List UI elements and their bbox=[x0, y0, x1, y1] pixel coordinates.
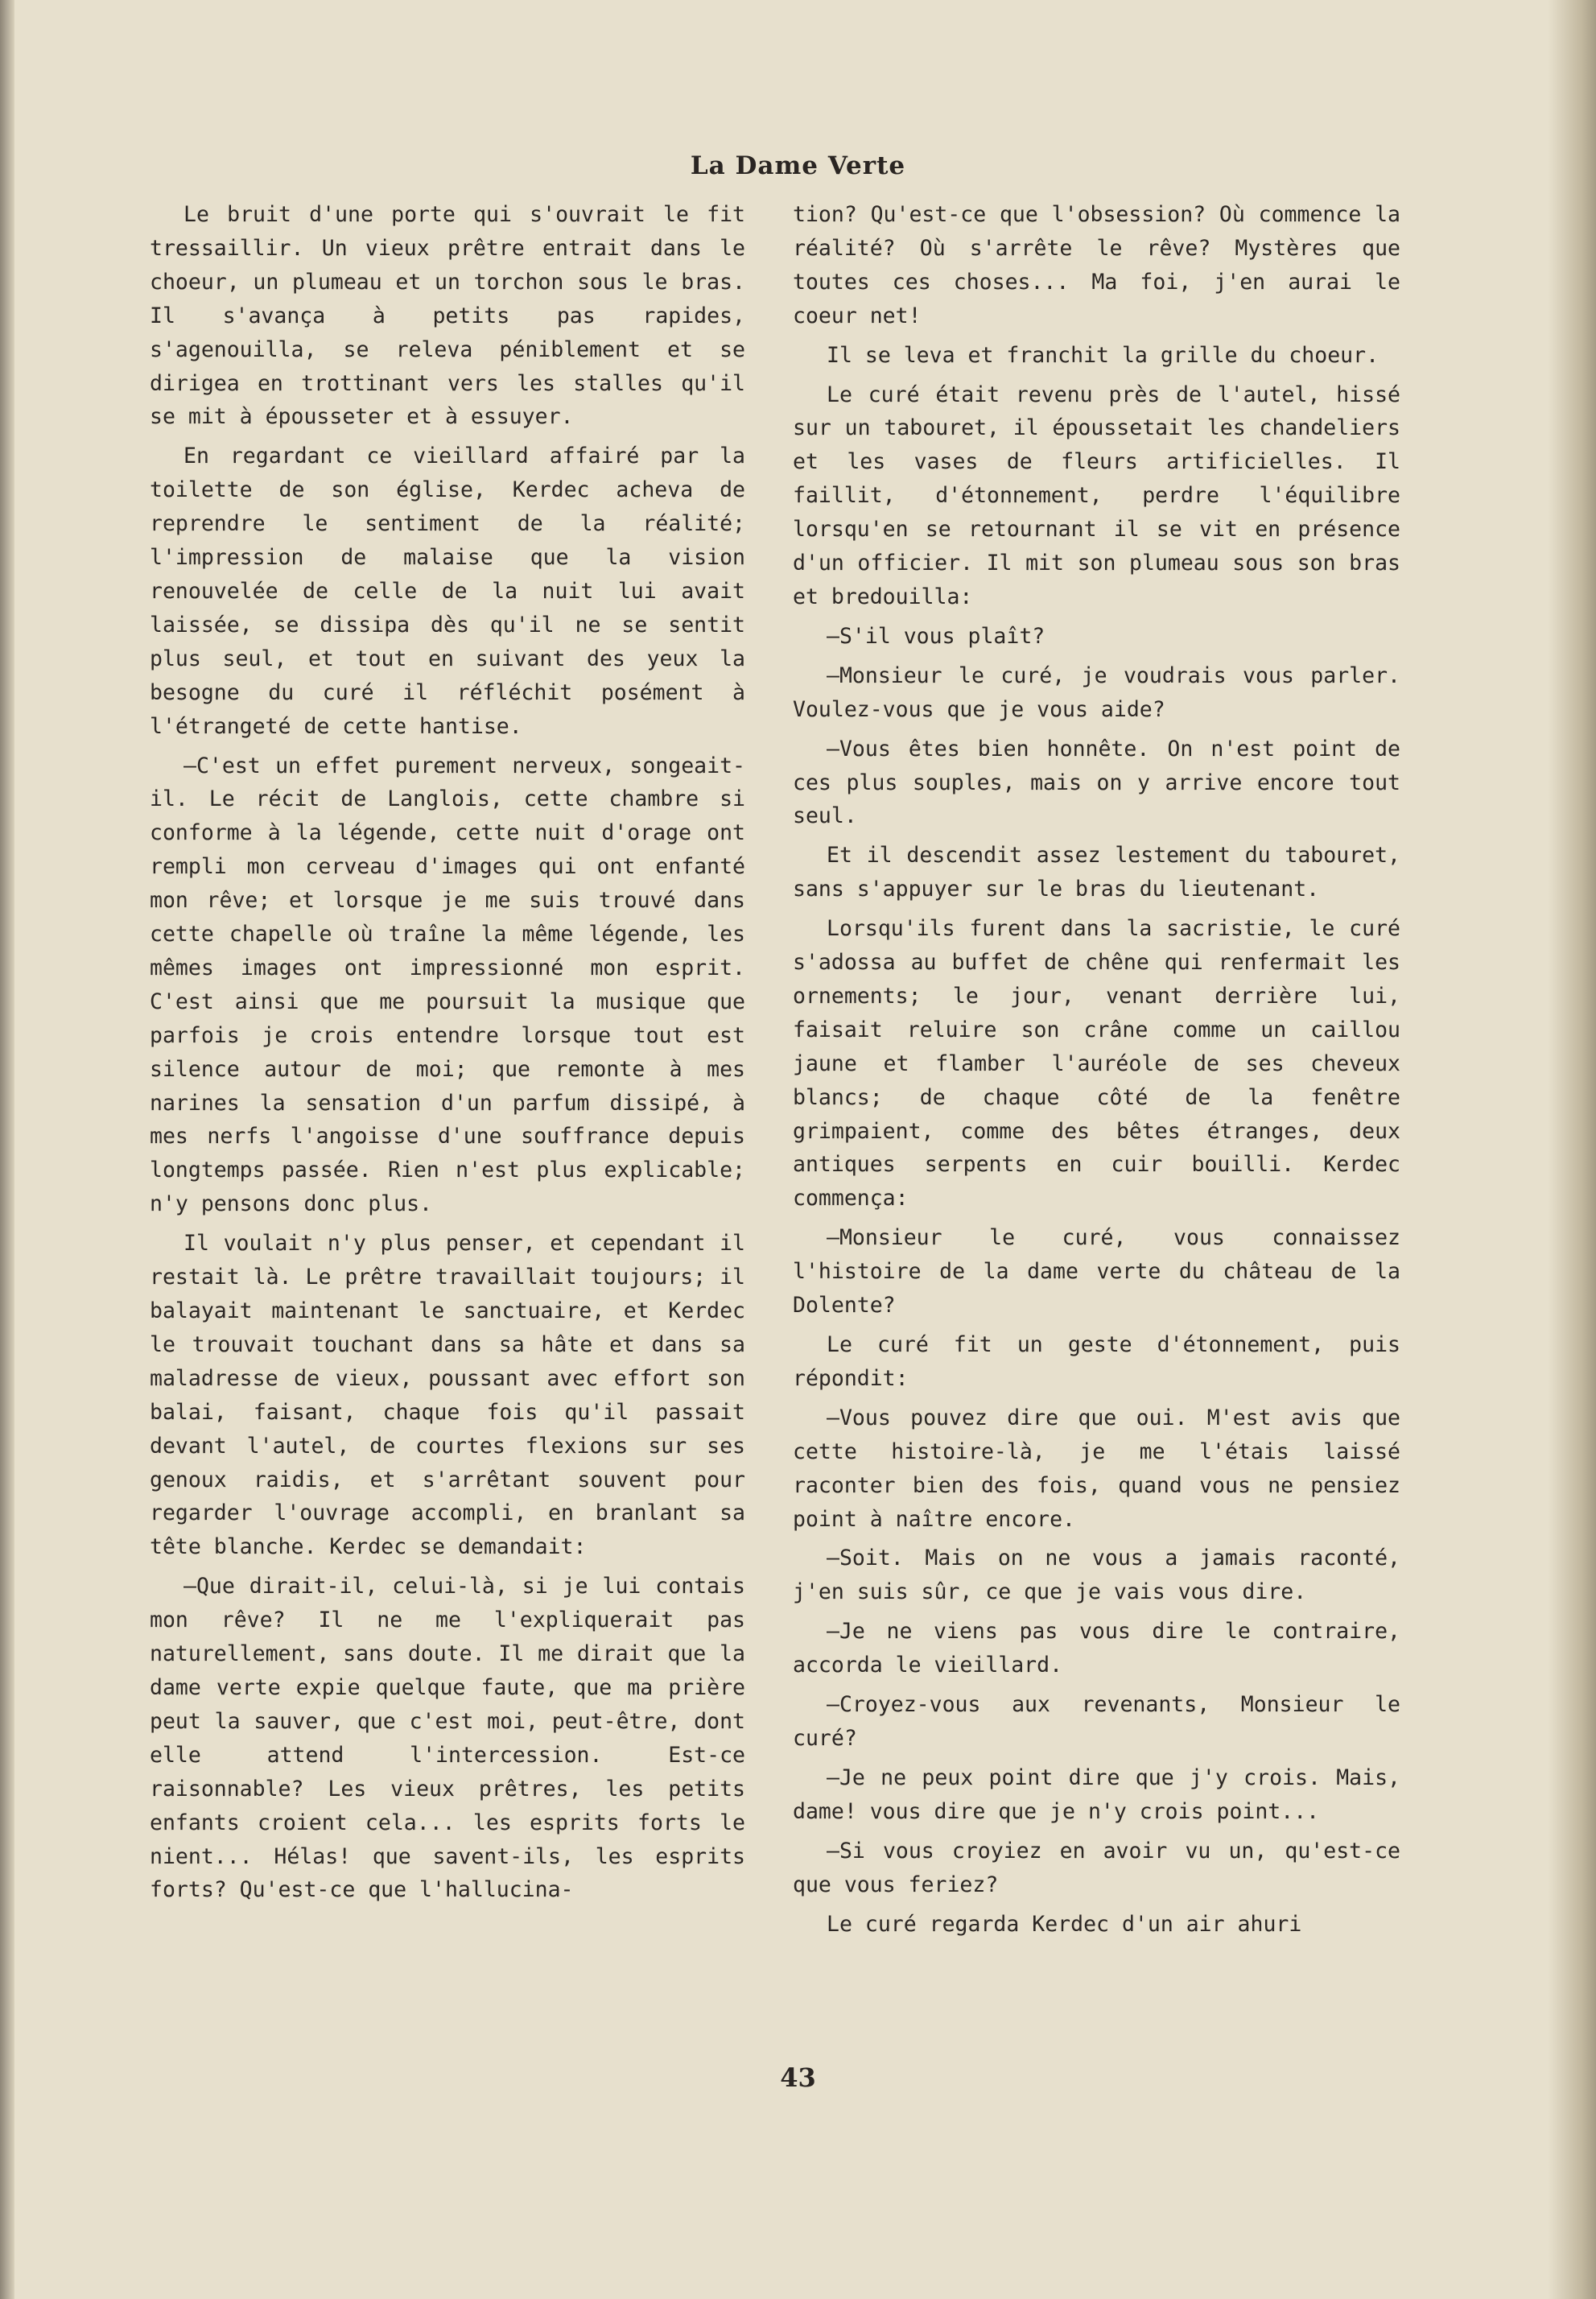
page-number: 43 bbox=[780, 2062, 816, 2093]
paragraph: Le curé fit un geste d'étonnement, puis répondit: bbox=[793, 1332, 1400, 1391]
paragraph: Le bruit d'une porte qui s'ouvrait le fit tressaillir. Un vieux prêtre entrait dans le choeur, un plumeau et un torchon sous le bras. Il s'avança à petits pas rapides, s'agenouilla, se releva péniblement et se dirigea en trottinant vers les stalles qu'il se mit à épousseter et à essuyer. bbox=[150, 202, 745, 430]
paragraph: —C'est un effet purement nerveux, songeait-il. Le récit de Langlois, cette chambre si conforme à la légende, cette nuit d'orage ont rempli mon cerveau d'images qui ont enfanté mon rêve; et lorsque je me suis trouvé dans cette chapelle où traîne la même légende, les mêmes images ont impressionné mon esprit. C'est ainsi que me poursuit la musique que parfois je crois entendre lorsque tout est silence autour de moi; que remonte à mes narines la sensation d'un parfum dissipé, à mes nerfs l'angoisse d'une souffrance depuis longtemps passée. Rien n'est plus explicable; n'y pensons donc plus. bbox=[150, 753, 745, 1217]
paragraph: En regardant ce vieillard affairé par la toilette de son église, Kerdec acheva de reprendre le sentiment de la réalité; l'impression de malaise que la vision renouvelée de celle de la nuit lui avait laissée, se dissipa dès qu'il ne se sentit plus seul, et tout en suivant des yeux la besogne du curé il réfléchit posément à l'étrangeté de cette hantise. bbox=[150, 444, 745, 739]
paragraph: —Vous pouvez dire que oui. M'est avis que cette histoire-là, je me l'étais laissé raconter bien des fois, quand vous ne pensiez point à naître encore. bbox=[793, 1405, 1400, 1532]
paragraph: —Je ne viens pas vous dire le contraire, accorda le vieillard. bbox=[793, 1619, 1400, 1678]
binding-edge bbox=[0, 0, 14, 2299]
paragraph: Le curé était revenu près de l'autel, hissé sur un tabouret, il époussetait les chandeliers et les vases de fleurs artificielles. Il faillit, d'étonnement, perdre l'équilibre lorsqu'en se retournant il se vit en présence d'un officier. Il mit son plumeau sous son bras et bredouilla: bbox=[793, 382, 1400, 609]
paragraph: Et il descendit assez lestement du tabouret, sans s'appuyer sur le bras du lieutenant. bbox=[793, 843, 1400, 902]
paragraph: —S'il vous plaît? bbox=[827, 623, 1045, 649]
paragraph: —Je ne peux point dire que j'y crois. Mais, dame! vous dire que je n'y crois point... bbox=[793, 1764, 1400, 1824]
paragraph: Il se leva et franchit la grille du choeur. bbox=[827, 342, 1379, 368]
paragraph: —Que dirait-il, celui-là, si je lui contais mon rêve? Il ne me l'expliquerait pas naturellement, sans doute. Il me dirait que la dame verte expie quelque faute, que ma prière peut la sauver, que c'est moi, peut-être, dont elle attend l'intercession. Est-ce raisonnable? Les vieux prêtres, les petits enfants croient cela... les esprits forts le nient... Hélas! que savent-ils, les esprits forts? Qu'est-ce que l'hallucina- bbox=[150, 1574, 745, 1903]
paragraph: —Croyez-vous aux revenants, Monsieur le curé? bbox=[793, 1692, 1400, 1751]
page-edge-shadow bbox=[1548, 0, 1596, 2299]
paragraph: Le curé regarda Kerdec d'un air ahuri bbox=[827, 1911, 1302, 1937]
paragraph: tion? Qu'est-ce que l'obsession? Où commence la réalité? Où s'arrête le rêve? Mystères que toutes ces choses... Ma foi, j'en aurai le coeur net! bbox=[793, 202, 1400, 328]
paragraph: —Si vous croyiez en avoir vu un, qu'est-ce que vous feriez? bbox=[793, 1838, 1400, 1897]
running-title: La Dame Verte bbox=[690, 151, 906, 180]
left-column bbox=[150, 198, 745, 1913]
paragraph: —Vous êtes bien honnête. On n'est point de ces plus souples, mais on y arrive encore tout seul. bbox=[793, 736, 1400, 829]
paragraph: —Monsieur le curé, vous connaissez l'histoire de la dame verte du château de la Dolente? bbox=[793, 1225, 1400, 1319]
paragraph: Lorsqu'ils furent dans la sacristie, le curé s'adossa au buffet de chêne qui renfermait les ornements; le jour, venant derrière lui, faisait reluire son crâne comme un caillou jaune et flamber l'auréole de ses cheveux blancs; de chaque côté de la fenêtre grimpaient, comme des bêtes étranges, deux antiques serpents en cuir bouilli. Kerdec commença: bbox=[793, 916, 1400, 1211]
paragraph: —Monsieur le curé, je voudrais vous parler. Voulez-vous que je vous aide? bbox=[793, 662, 1400, 722]
right-column bbox=[793, 198, 1400, 1946]
paragraph: —Soit. Mais on ne vous a jamais raconté, j'en suis sûr, ce que je vais vous dire. bbox=[793, 1546, 1400, 1605]
paragraph: Il voulait n'y plus penser, et cependant il restait là. Le prêtre travaillait toujours; il balayait maintenant le sanctuaire, et Kerdec le trouvait touchant dans sa hâte et dans sa maladresse de vieux, poussant avec effort son balai, faisant, chaque fois qu'il passait devant l'autel, de courtes flexions sur ses genoux raidis, et s'arrêtant souvent pour regarder l'ouvrage accompli, en branlant sa tête blanche. Kerdec se demandait: bbox=[150, 1231, 745, 1560]
